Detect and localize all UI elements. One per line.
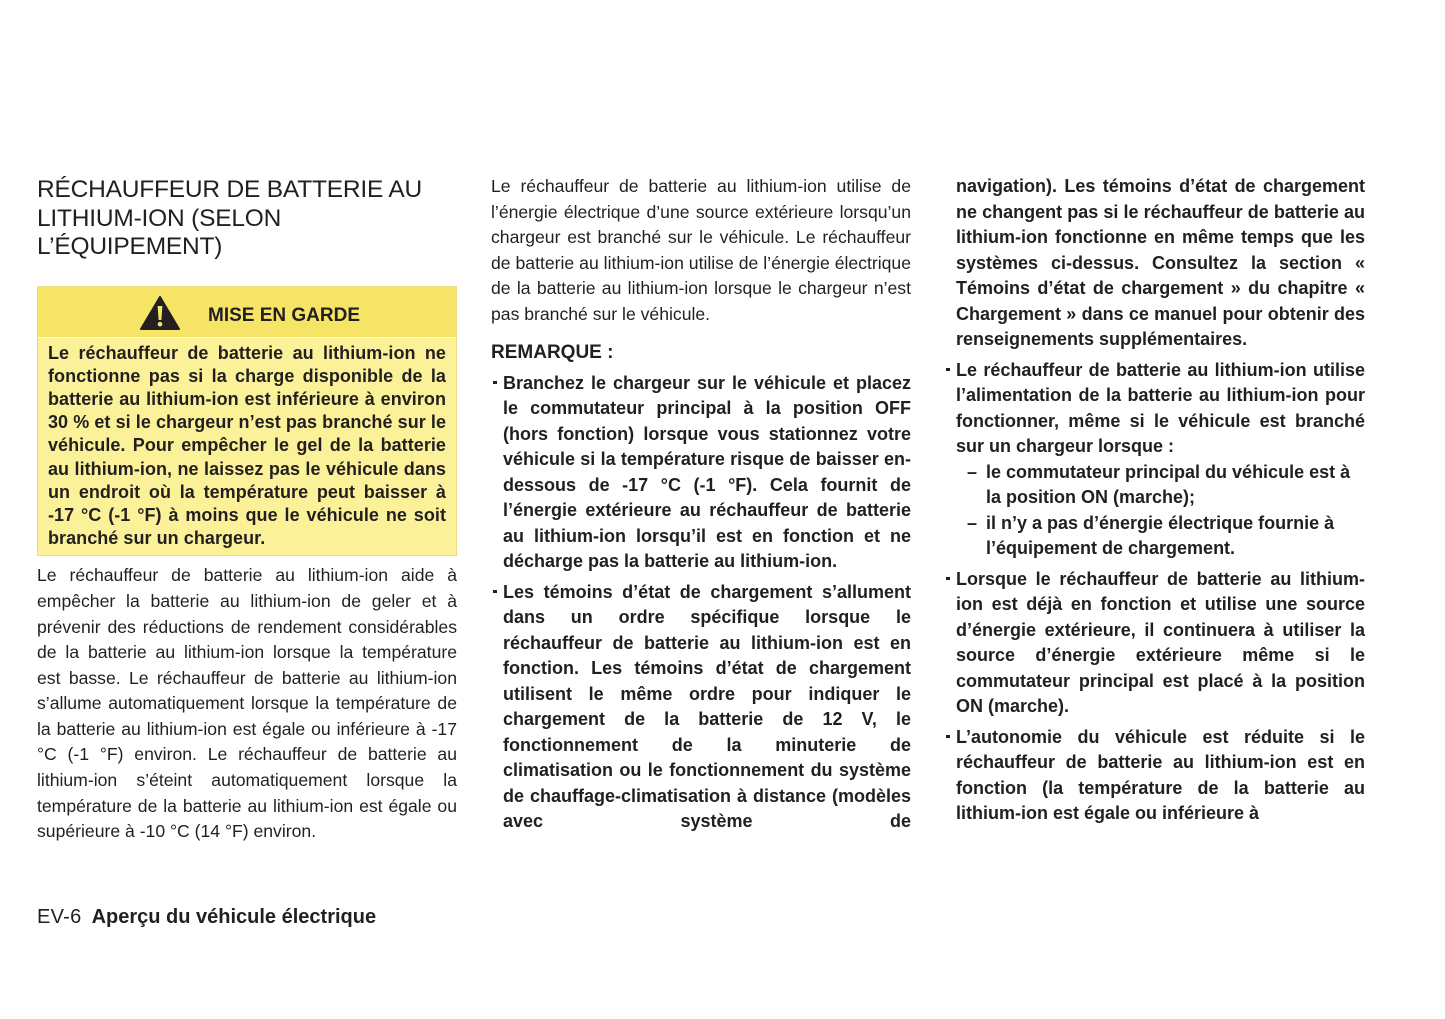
remarque-heading: REMARQUE : <box>491 341 614 363</box>
list-item <box>944 358 1365 460</box>
page-number: EV-6 <box>37 906 82 928</box>
list-item-text: Le réchauffeur de batterie au lithium-ion utilise l’alimentation de la batterie au lithium-ion pour fonctionner, même si le véhicule est branché sur un chargeur lorsque : <box>956 359 1365 456</box>
list-item-continuation: navigation). Les témoins d’état de chargement ne changent pas si le réchauffeur de batterie au lithium-ion fonctionne en même temps que les systèmes ci-dessus. Consultez la section « Témoins d’état de chargement » du chapitre « Chargement » dans ce manuel pour obtenir des renseignements supplémentaires. <box>956 176 1365 349</box>
caution-box <box>37 286 457 557</box>
caution-header <box>38 287 456 338</box>
dash-item: – le commutateur principal du véhicule est à la position ON (marche); <box>944 460 1365 511</box>
dash-list <box>944 460 1365 562</box>
list-item: Branchez le chargeur sur le véhicule et placez le commutateur principal à la position OFF (hors fonction) lorsque vous stationnez votre véhicule si la température risque de baisser en-dessous de -17 °C (-1 °F). Cela fournit de l’énergie extérieure au réchauffeur de batterie au lithium-ion lorsqu’il est en fonction et ne décharge pas la batterie au lithium-ion. <box>491 371 911 575</box>
heater-description-paragraph: Le réchauffeur de batterie au lithium-ion aide à empêcher la batterie au lithium-ion de geler et à prévenir des réductions de rendement considérables de la batterie au lithium-ion lorsque la température est basse. Le réchauffeur de batterie au lithium-ion s’allume automatiquement lorsque la température de la batterie au lithium-ion est égale ou inférieure à -17 °C (-1 °F) environ. Le réchauffeur de batterie au lithium-ion s’éteint automatiquement lorsque la température de la batterie au lithium-ion est égale ou supérieure à -10 °C (14 °F) environ. <box>37 565 457 842</box>
middle-column <box>491 174 911 840</box>
footer-section-title: Aperçu du véhicule électrique <box>91 906 377 928</box>
section-title <box>37 176 457 262</box>
left-column <box>37 176 457 845</box>
dash-item: – il n’y a pas d’énergie électrique fournie à l’équipement de chargement. <box>944 511 1365 562</box>
list-item: L’autonomie du véhicule est réduite si le réchauffeur de batterie au lithium-ion est en fonction (la température de la batterie au lithium-ion est égale ou inférieure à <box>944 725 1365 827</box>
list-item: Lorsque le réchauffeur de batterie au lithium-ion est déjà en fonction et utilise une source d’énergie extérieure, il continuera à utiliser la source d’énergie extérieure même si le commutateur principal est placé à la position ON (marche). <box>944 567 1365 720</box>
caution-text: Le réchauffeur de batterie au lithium-ion ne fonctionne pas si la charge disponible de la batterie au lithium-ion est inférieure à environ 30 % et si le chargeur n’est pas branché sur le véhicule. Pour empêcher le gel de la batterie au lithium-ion, ne laissez pas le véhicule dans un endroit où la température peut baisser à -17 °C (-1 °F) à moins que le véhicule ne soit branché sur un chargeur. <box>48 342 446 549</box>
section-title-line-2: LITHIUM-ION (SELON <box>37 204 282 232</box>
page-footer <box>37 905 376 929</box>
energy-source-paragraph: Le réchauffeur de batterie au lithium-ion utilise de l’énergie électrique d’une source extérieure lorsqu’un chargeur est branché sur le véhicule. Le réchauffeur de batterie au lithium-ion utilise de l’énergie électrique de la batterie au lithium-ion lorsque le chargeur n’est pas branché sur le véhicule. <box>491 176 911 324</box>
remarque-list-continued-2 <box>944 567 1365 827</box>
list-item: Les témoins d’état de chargement s’allument dans un ordre spécifique lorsque le réchauffeur de batterie au lithium-ion est en fonction. Les témoins d’état de chargement utilisent le même ordre pour indiquer le chargement de la batterie de 12 V, le fonctionnement de la minuterie de climatisation ou le fonctionnement du système de chauffage-climatisation à distance (modèles avec système de <box>491 580 911 835</box>
section-title-line-1: RÉCHAUFFEUR DE BATTERIE AU <box>37 176 423 203</box>
caution-label: MISE EN GARDE <box>208 304 361 326</box>
right-column <box>944 174 1365 832</box>
remarque-list-continued <box>944 358 1365 460</box>
remarque-list <box>491 371 911 835</box>
warning-triangle-icon <box>139 295 181 331</box>
section-title-line-3: L’ÉQUIPEMENT) <box>37 233 223 260</box>
